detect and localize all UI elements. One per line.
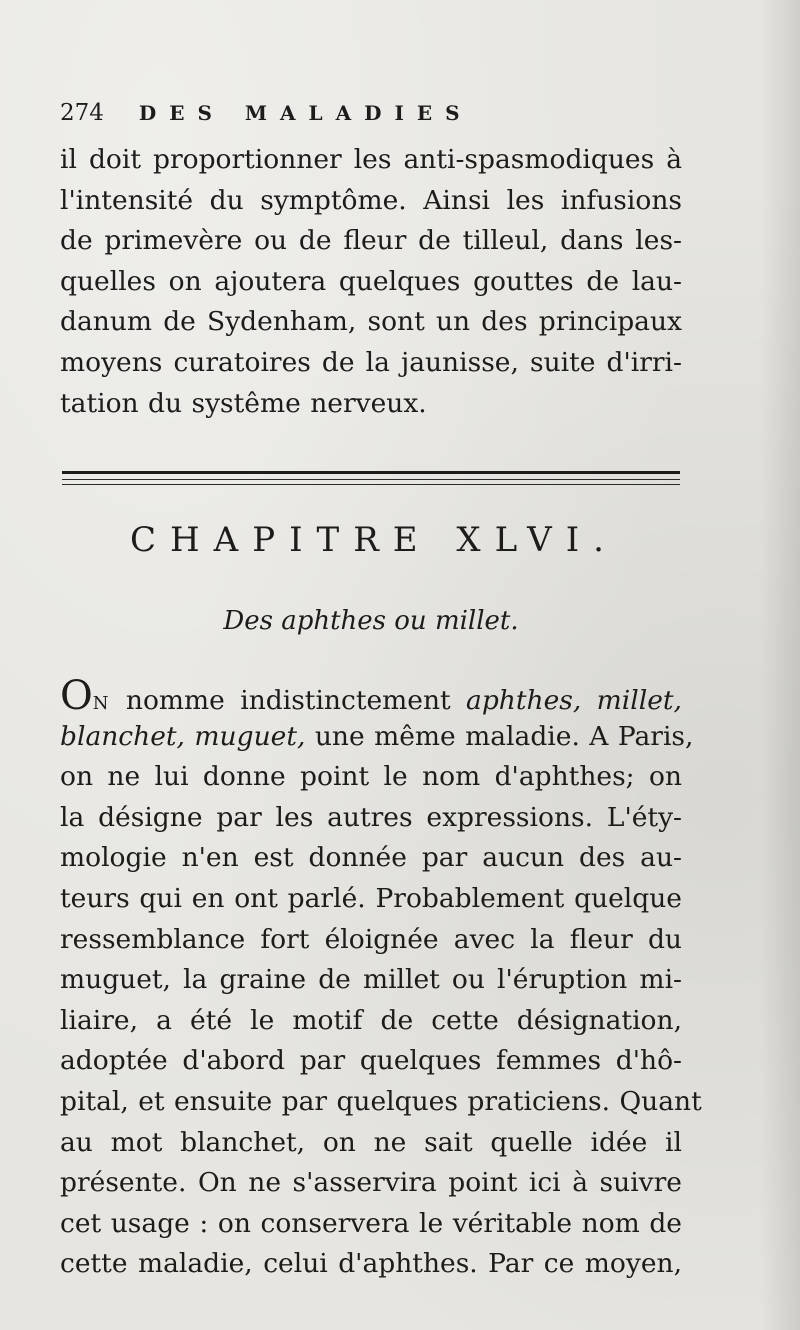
- text-line: cet usage : on conservera le véritable nom de: [60, 1207, 682, 1239]
- chapter-subtitle: Des aphthes ou millet.: [223, 606, 519, 636]
- text-line: muguet, la graine de millet ou l'éruption mi-: [60, 964, 682, 996]
- text-line: adoptée d'abord par quelques femmes d'hô-: [60, 1045, 682, 1077]
- section-rule-thin: [62, 479, 680, 480]
- chapter-title: CHAPITRE XLVI.: [130, 520, 618, 560]
- text-line: moyens curatoires de la jaunisse, suite d'irri-: [60, 346, 682, 378]
- italic-term: millet,: [596, 685, 682, 716]
- running-head: [60, 100, 473, 126]
- text-line: pital, et ensuite par quelques praticiens. Quant: [60, 1085, 702, 1117]
- text-line: on ne lui donne point le nom d'aphthes; on: [60, 761, 682, 793]
- text-run: une même maladie. A Paris,: [305, 720, 694, 752]
- text-line: ressemblance fort éloignée avec la fleur du: [60, 923, 682, 955]
- text-run: nomme indistinctement: [110, 685, 467, 716]
- text-line: présente. On ne s'asservira point ici à suivre: [60, 1167, 682, 1199]
- text-line: mologie n'en est donnée par aucun des au-: [60, 842, 682, 874]
- small-cap: N: [92, 693, 111, 714]
- text-line: danum de Sydenham, sont un des principaux: [60, 306, 682, 338]
- text-line: il doit proportionner les anti-spasmodiques à: [60, 144, 682, 175]
- text-line: de primevère ou de fleur de tilleul, dans les-: [60, 225, 682, 257]
- text-line: cette maladie, celui d'aphthes. Par ce moyen,: [60, 1248, 682, 1280]
- section-rule-thick: [62, 471, 680, 474]
- page-number: 274: [60, 100, 104, 126]
- text-line: au mot blanchet, on ne sait quelle idée il: [60, 1126, 682, 1158]
- italic-term: muguet,: [194, 720, 306, 752]
- running-title: DES MALADIES: [138, 101, 473, 125]
- text-line: liaire, a été le motif de cette désignation,: [60, 1004, 682, 1036]
- text-line: quelles on ajoutera quelques gouttes de lau-: [60, 265, 682, 297]
- italic-term: aphthes,: [466, 685, 582, 716]
- text-line: teurs qui en ont parlé. Probablement quelque: [60, 882, 682, 914]
- section-rule-thin: [62, 484, 680, 485]
- text-line: tation du systême nerveux.: [60, 387, 427, 419]
- continuation-paragraph: [60, 140, 682, 424]
- text-line: l'intensité du symptôme. Ainsi les infusions: [60, 184, 682, 216]
- text-line: [60, 717, 694, 758]
- drop-cap: O: [60, 673, 93, 719]
- text-line: la désigne par les autres expressions. L'éty-: [60, 801, 682, 833]
- first-line: [60, 673, 682, 719]
- page-edge-shadow: [760, 0, 800, 1330]
- italic-term: blanchet,: [60, 720, 185, 752]
- body-paragraph: [60, 673, 702, 1285]
